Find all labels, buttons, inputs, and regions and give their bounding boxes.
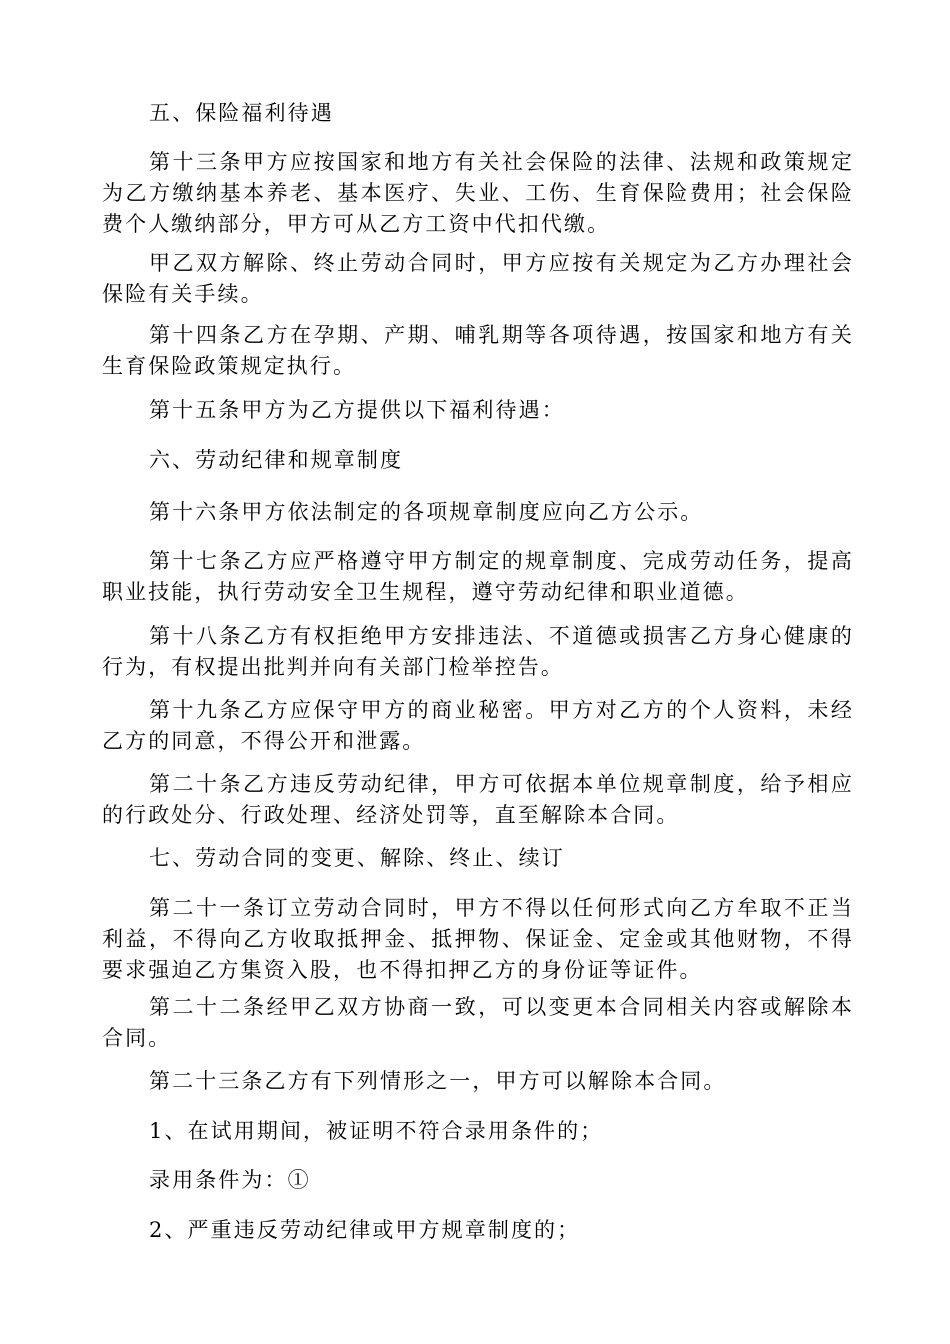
section-heading-discipline: 六、劳动纪律和规章制度: [149, 448, 404, 472]
article-16-paragraph: 第十六条甲方依法制定的各项规章制度应向乙方公示。: [149, 500, 704, 524]
list-item-2: 2、严重违反劳动纪律或甲方规章制度的；: [149, 1218, 581, 1242]
article-21-paragraph: 第二十一条订立劳动合同时，甲方不得以任何形式向乙方牟取不正当利益，不得向乙方收取抵押金、抵押物、保证金、定金或其他财物，不得要求强迫乙方集资入股，也不得扣押乙方的身份证等证件。: [102, 896, 854, 982]
hiring-conditions-line: 录用条件为：①: [149, 1168, 311, 1192]
article-22-paragraph: 第二十二条经甲乙双方协商一致，可以变更本合同相关内容或解除本合同。: [102, 995, 854, 1050]
article-20-paragraph: 第二十条乙方违反劳动纪律，甲方可依据本单位规章制度，给予相应的行政处分、行政处理、经济处罚等，直至解除本合同。: [102, 772, 854, 827]
article-23-paragraph: 第二十三条乙方有下列情形之一，甲方可以解除本合同。: [149, 1069, 727, 1093]
section-heading-contract-changes: 七、劳动合同的变更、解除、终止、续订: [149, 846, 565, 870]
article-15-paragraph: 第十五条甲方为乙方提供以下福利待遇：: [149, 398, 565, 422]
section-heading-insurance: 五、保险福利待遇: [149, 101, 334, 125]
article-18-paragraph: 第十八条乙方有权拒绝甲方安排违法、不道德或损害乙方身心健康的行为，有权提出批判并向有关部门检举控告。: [102, 624, 854, 679]
article-13-paragraph: 第十三条甲方应按国家和地方有关社会保险的法律、法规和政策规定为乙方缴纳基本养老、基本医疗、失业、工伤、生育保险费用；社会保险费个人缴纳部分，甲方可从乙方工资中代扣代缴。: [102, 150, 854, 236]
list-item-1: 1、在试用期间，被证明不符合录用条件的；: [149, 1119, 604, 1143]
social-insurance-procedure-paragraph: 甲乙双方解除、终止劳动合同时，甲方应按有关规定为乙方办理社会保险有关手续。: [102, 251, 854, 306]
article-19-paragraph: 第十九条乙方应保守甲方的商业秘密。甲方对乙方的个人资料，未经乙方的同意，不得公开和泄露。: [102, 698, 854, 753]
article-14-paragraph: 第十四条乙方在孕期、产期、哺乳期等各项待遇，按国家和地方有关生育保险政策规定执行。: [102, 323, 854, 378]
article-17-paragraph: 第十七条乙方应严格遵守甲方制定的规章制度、完成劳动任务，提高职业技能，执行劳动安全卫生规程，遵守劳动纪律和职业道德。: [102, 549, 854, 604]
